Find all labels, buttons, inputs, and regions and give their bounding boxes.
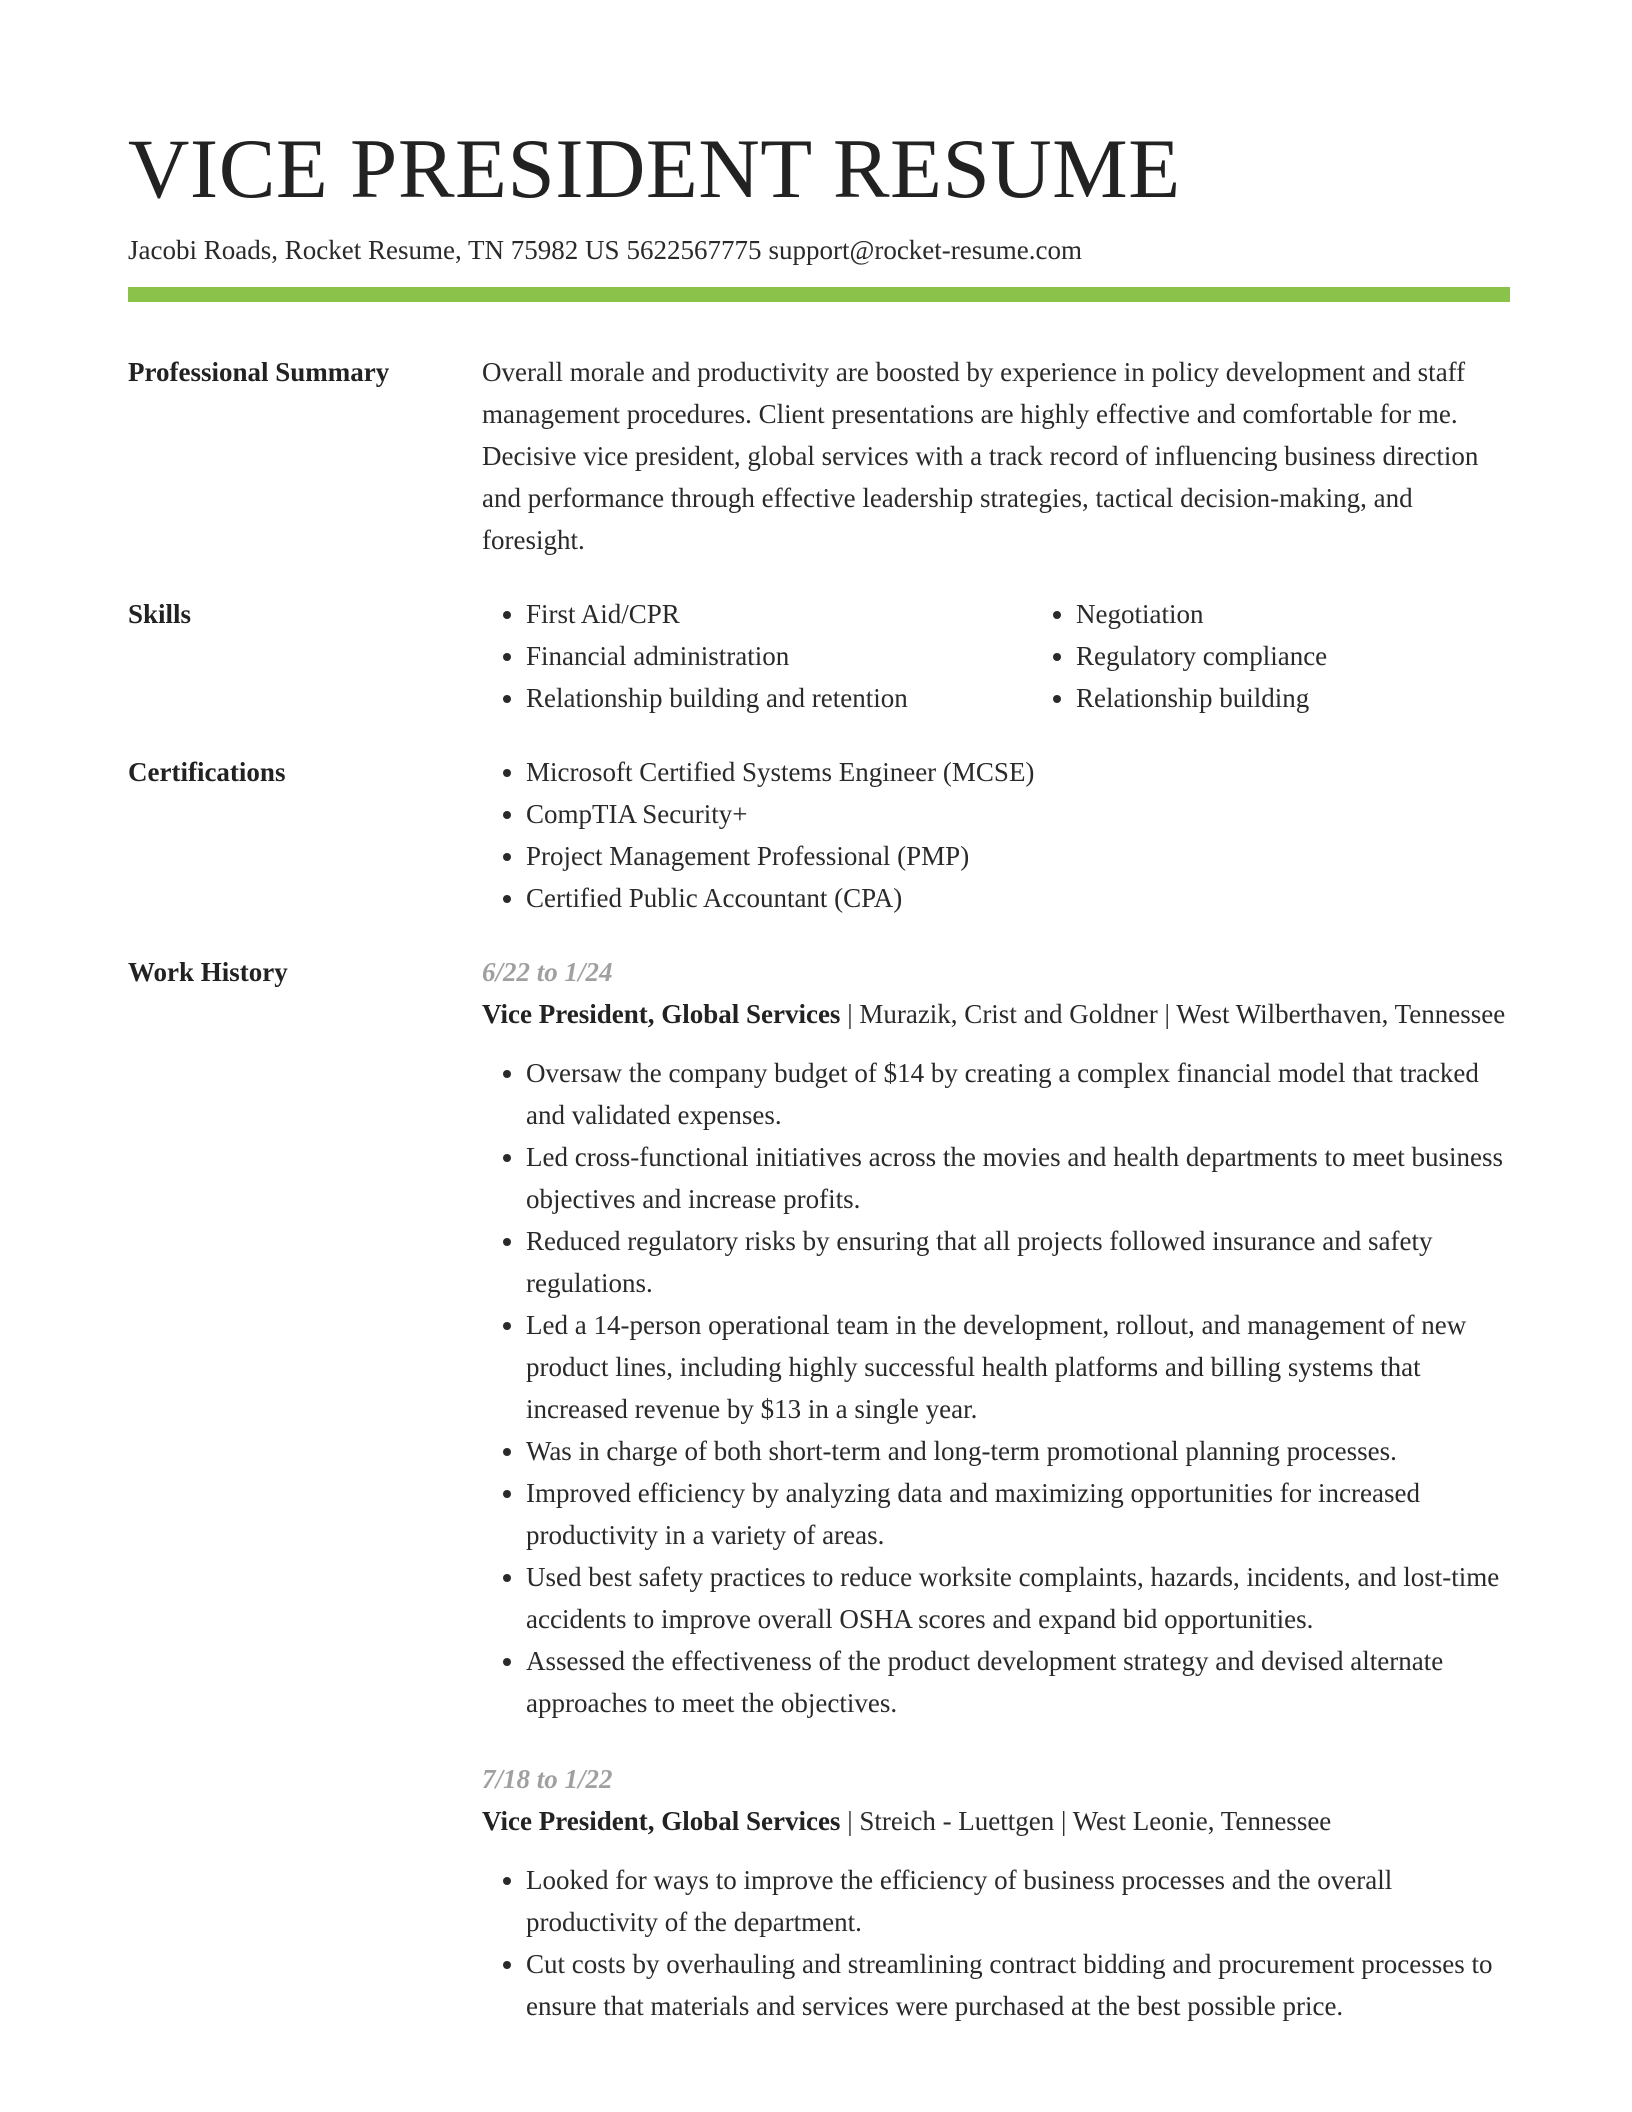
skill-item: • Financial administration xyxy=(526,635,1032,677)
section-label-skills: Skills xyxy=(128,599,192,629)
job-dates: 6/22 to 1/24 xyxy=(482,957,613,987)
job-bullets xyxy=(482,1859,1510,2027)
certification-item: • Certified Public Accountant (CPA) xyxy=(526,877,1510,919)
certification-item: • Microsoft Certified Systems Engineer (MCSE) xyxy=(526,751,1510,793)
accent-divider xyxy=(128,287,1510,302)
skill-item: • Regulatory compliance xyxy=(1076,635,1327,677)
resume-content xyxy=(128,351,1510,2059)
job-bullet: • Oversaw the company budget of $14 by creating a complex financial model that tracked and validated expenses. xyxy=(526,1052,1510,1136)
skill-item: • First Aid/CPR xyxy=(526,593,1032,635)
job-bullet: • Improved efficiency by analyzing data and maximizing opportunities for increased productivity in a variety of areas. xyxy=(526,1472,1510,1556)
skills-grid xyxy=(482,593,1510,719)
job-entry xyxy=(482,1758,1510,2027)
section-work-history xyxy=(128,951,1510,2027)
work-history-body xyxy=(482,951,1510,2027)
job-dates: 7/18 to 1/22 xyxy=(482,1764,613,1794)
certifications-body xyxy=(482,751,1510,919)
section-certifications xyxy=(128,751,1510,919)
job-bullet: • Looked for ways to improve the efficiency of business processes and the overall productivity of the department. xyxy=(526,1859,1510,1943)
certifications-list xyxy=(482,751,1510,919)
job-bullet: • Led a 14-person operational team in the development, rollout, and management of new product lines, including highly successful health platforms and billing systems that increased revenue by $13 in a single year. xyxy=(526,1304,1510,1430)
section-label-certifications: Certifications xyxy=(128,757,286,787)
contact-address: Jacobi Roads, Rocket Resume, TN 75982 US xyxy=(128,235,620,265)
certification-item: • CompTIA Security+ xyxy=(526,793,1510,835)
contact-line xyxy=(128,230,1082,270)
job-company-location: | Murazik, Crist and Goldner | West Wilberthaven, Tennessee xyxy=(840,999,1506,1029)
job-entry xyxy=(482,951,1510,1724)
job-bullets xyxy=(482,1052,1510,1724)
section-professional-summary xyxy=(128,351,1510,561)
page-title: VICE PRESIDENT RESUME xyxy=(128,122,1181,216)
skill-item: • Relationship building xyxy=(1076,677,1327,719)
job-heading xyxy=(482,1800,1510,1842)
job-title: Vice President, Global Services xyxy=(482,1806,841,1836)
summary-body xyxy=(482,351,1510,561)
skills-list-left xyxy=(482,593,1032,719)
job-bullet: • Cut costs by overhauling and streamlining contract bidding and procurement processes to ensure that materials and services were purchased at the best possible price. xyxy=(526,1943,1510,2027)
certification-item: • Project Management Professional (PMP) xyxy=(526,835,1510,877)
skill-item: • Negotiation xyxy=(1076,593,1327,635)
job-title: Vice President, Global Services xyxy=(482,999,841,1029)
job-bullet: • Was in charge of both short-term and long-term promotional planning processes. xyxy=(526,1430,1510,1472)
job-bullet: • Assessed the effectiveness of the product development strategy and devised alternate approaches to meet the objectives. xyxy=(526,1640,1510,1724)
contact-email: support@rocket-resume.com xyxy=(768,235,1082,265)
section-label-work-history: Work History xyxy=(128,957,288,987)
job-bullet: • Led cross-functional initiatives across the movies and health departments to meet business objectives and increase profits. xyxy=(526,1136,1510,1220)
skills-list-right xyxy=(1032,593,1327,719)
section-skills xyxy=(128,593,1510,719)
summary-text: Overall morale and productivity are boosted by experience in policy development and staff management procedures. Client presentations are highly effective and comfortable for me. Decisive vice president, global services with a track record of influencing business direction and performance through effective leadership strategies, tactical decision-making, and foresight. xyxy=(482,357,1479,555)
contact-phone: 5622567775 xyxy=(626,235,762,265)
job-heading xyxy=(482,993,1510,1035)
job-company-location: | Streich - Luettgen | West Leonie, Tennessee xyxy=(840,1806,1332,1836)
job-bullet: • Reduced regulatory risks by ensuring that all projects followed insurance and safety regulations. xyxy=(526,1220,1510,1304)
skill-item: • Relationship building and retention xyxy=(526,677,1032,719)
section-label-summary: Professional Summary xyxy=(128,357,390,387)
job-bullet: • Used best safety practices to reduce worksite complaints, hazards, incidents, and lost-time accidents to improve overall OSHA scores and expand bid opportunities. xyxy=(526,1556,1510,1640)
